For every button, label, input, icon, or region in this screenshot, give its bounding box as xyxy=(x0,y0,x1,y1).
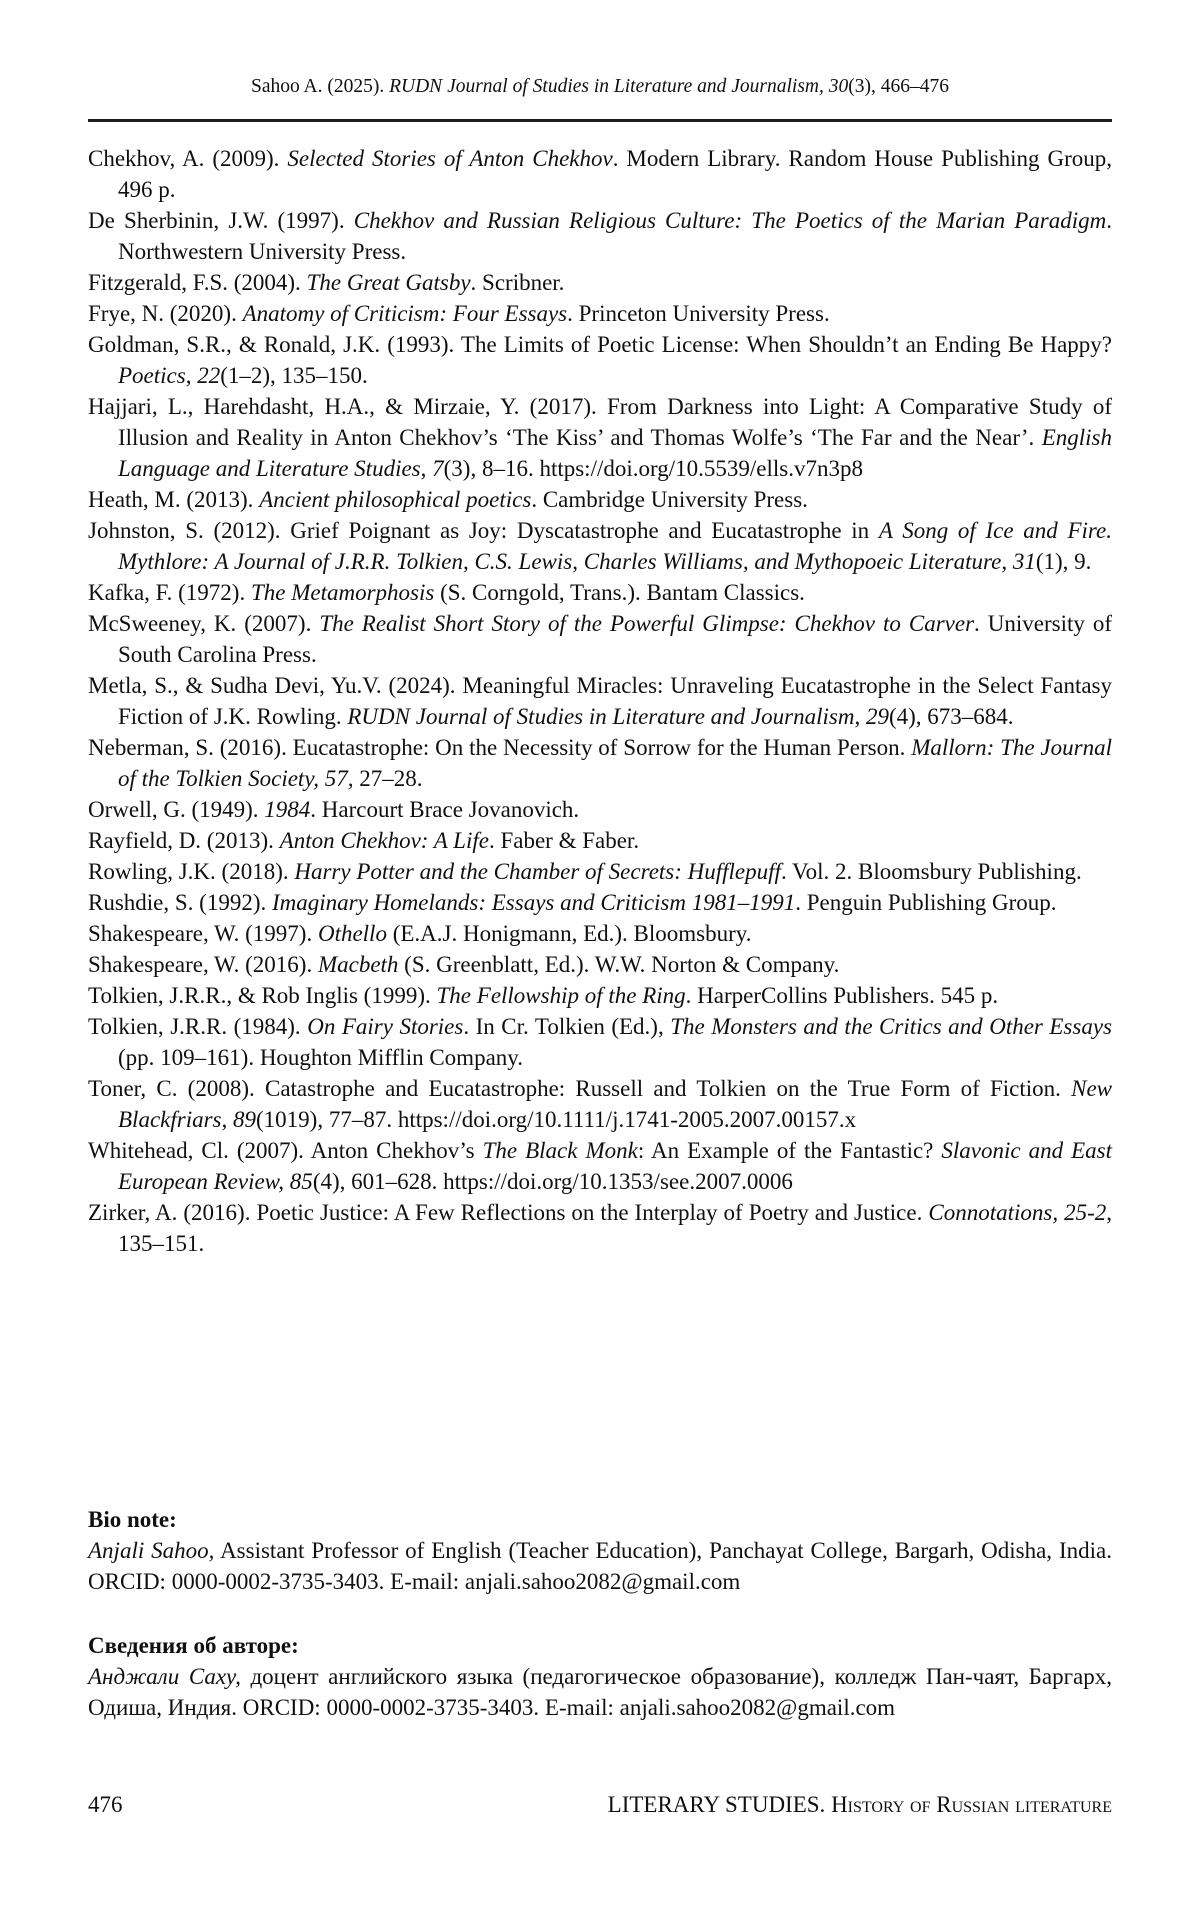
section-title-caps: LITERARY STUDIES. xyxy=(607,1792,832,1817)
section-title-smallcaps: History of Russian literature xyxy=(831,1792,1112,1817)
reference-entry: Neberman, S. (2016). Eucatastrophe: On the Necessity of Sorrow for the Human Person. Mallorn: The Journal of the Tolkien Society, 57, 27–28. xyxy=(88,735,1112,791)
reference-entry: Goldman, S.R., & Ronald, J.K. (1993). The Limits of Poetic License: When Shouldn’t an Ending Be Happy? Poetics, 22(1–2), 135–150. xyxy=(88,332,1112,388)
bio-note-ru xyxy=(88,1630,1112,1723)
running-head: Sahoo A. (2025). RUDN Journal of Studies in Literature and Journalism, 30(3), 466–476 xyxy=(250,76,950,97)
reference-entry: Heath, M. (2013). Ancient philosophical poetics. Cambridge University Press. xyxy=(88,487,808,512)
reference-entry: Frye, N. (2020). Anatomy of Criticism: Four Essays. Princeton University Press. xyxy=(88,301,830,326)
bio-note-heading: Bio note: xyxy=(88,1507,177,1532)
reference-entry: Rayfield, D. (2013). Anton Chekhov: A Life. Faber & Faber. xyxy=(88,828,640,853)
reference-entry: Shakespeare, W. (1997). Othello (E.A.J. Honigmann, Ed.). Bloomsbury. xyxy=(88,921,752,946)
reference-entry: Kafka, F. (1972). The Metamorphosis (S. Corngold, Trans.). Bantam Classics. xyxy=(88,580,805,605)
reference-entry: Tolkien, J.R.R. (1984). On Fairy Stories. In Cr. Tolkien (Ed.), The Monsters and the Critics and Other Essays (pp. 109–161). Houghton Mifflin Company. xyxy=(88,1014,1112,1070)
reference-entry: Chekhov, A. (2009). Selected Stories of Anton Chekhov. Modern Library. Random House Publishing Group, 496 p. xyxy=(88,146,1112,202)
bio-note-ru-heading: Сведения об авторе: xyxy=(88,1633,299,1658)
reference-entry: Toner, C. (2008). Catastrophe and Eucatastrophe: Russell and Tolkien on the True Form of Fiction. New Blackfriars, 89(1019), 77–87. https://doi.org/10.1111/j.1741-2005.2007.00157.x xyxy=(88,1076,1112,1132)
section-title xyxy=(608,1791,1112,1819)
page-number: 476 xyxy=(88,1792,123,1817)
reference-entry: Tolkien, J.R.R., & Rob Inglis (1999). The Fellowship of the Ring. HarperCollins Publishers. 545 p. xyxy=(88,983,999,1008)
bio-note-text: Anjali Sahoo, Assistant Professor of English (Teacher Education), Panchayat College, Bargarh, Odisha, India. ORCID: 0000-0002-3735-3403. E-mail: anjali.sahoo2082@gmail.com xyxy=(88,1538,1112,1594)
reference-entry: Rowling, J.K. (2018). Harry Potter and the Chamber of Secrets: Hufflepuff. Vol. 2. Bloomsbury Publishing. xyxy=(88,859,1082,884)
reference-entry: Orwell, G. (1949). 1984. Harcourt Brace Jovanovich. xyxy=(88,797,580,822)
bio-note-en xyxy=(88,1504,1112,1597)
reference-entry: Zirker, A. (2016). Poetic Justice: A Few Reflections on the Interplay of Poetry and Justice. Connotations, 25-2, 135–151. xyxy=(88,1200,1112,1256)
reference-entry: Metla, S., & Sudha Devi, Yu.V. (2024). Meaningful Miracles: Unraveling Eucatastrophe in the Select Fantasy Fiction of J.K. Rowling. RUDN Journal of Studies in Literature and Journalism, 29(4), 673–684. xyxy=(88,673,1112,729)
header-rule xyxy=(88,119,1112,122)
reference-entry: Hajjari, L., Harehdasht, H.A., & Mirzaie, Y. (2017). From Darkness into Light: A Comparative Study of Illusion and Reality in Anton Chekhov’s ‘The Kiss’ and Thomas Wolfe’s ‘The Far and the Near’. English Language and Literature Studies, 7(3), 8–16. https://doi.org/10.5539/ells.v7n3p8 xyxy=(88,394,1112,481)
reference-entry: Fitzgerald, F.S. (2004). The Great Gatsby. Scribner. xyxy=(88,270,565,295)
reference-entry: Shakespeare, W. (2016). Macbeth (S. Greenblatt, Ed.). W.W. Norton & Company. xyxy=(88,952,840,977)
bio-note-ru-text: Анджали Саху, доцент английского языка (педагогическое образование), колледж Пан-чаят, Баргарх, Одиша, Индия. ORCID: 0000-0002-3735-3403. E-mail: anjali.sahoo2082@gmail.com xyxy=(88,1664,1112,1720)
reference-entry: Rushdie, S. (1992). Imaginary Homelands: Essays and Criticism 1981–1991. Penguin Publishing Group. xyxy=(88,890,1057,915)
reference-entry: Whitehead, Cl. (2007). Anton Chekhov’s The Black Monk: An Example of the Fantastic? Slavonic and East European Review, 85(4), 601–628. https://doi.org/10.1353/see.2007.0006 xyxy=(88,1138,1112,1194)
page-footer xyxy=(88,1791,1112,1819)
reference-entry: De Sherbinin, J.W. (1997). Chekhov and Russian Religious Culture: The Poetics of the Marian Paradigm. Northwestern University Press. xyxy=(88,208,1112,264)
reference-entry: Johnston, S. (2012). Grief Poignant as Joy: Dyscatastrophe and Eucatastrophe in A Song of Ice and Fire. Mythlore: A Journal of J.R.R. Tolkien, C.S. Lewis, Charles Williams, and Mythopoeic Literature, 31(1), 9. xyxy=(88,518,1112,574)
references-list xyxy=(88,143,1112,1259)
reference-entry: McSweeney, K. (2007). The Realist Short Story of the Powerful Glimpse: Chekhov to Carver. University of South Carolina Press. xyxy=(88,611,1112,667)
